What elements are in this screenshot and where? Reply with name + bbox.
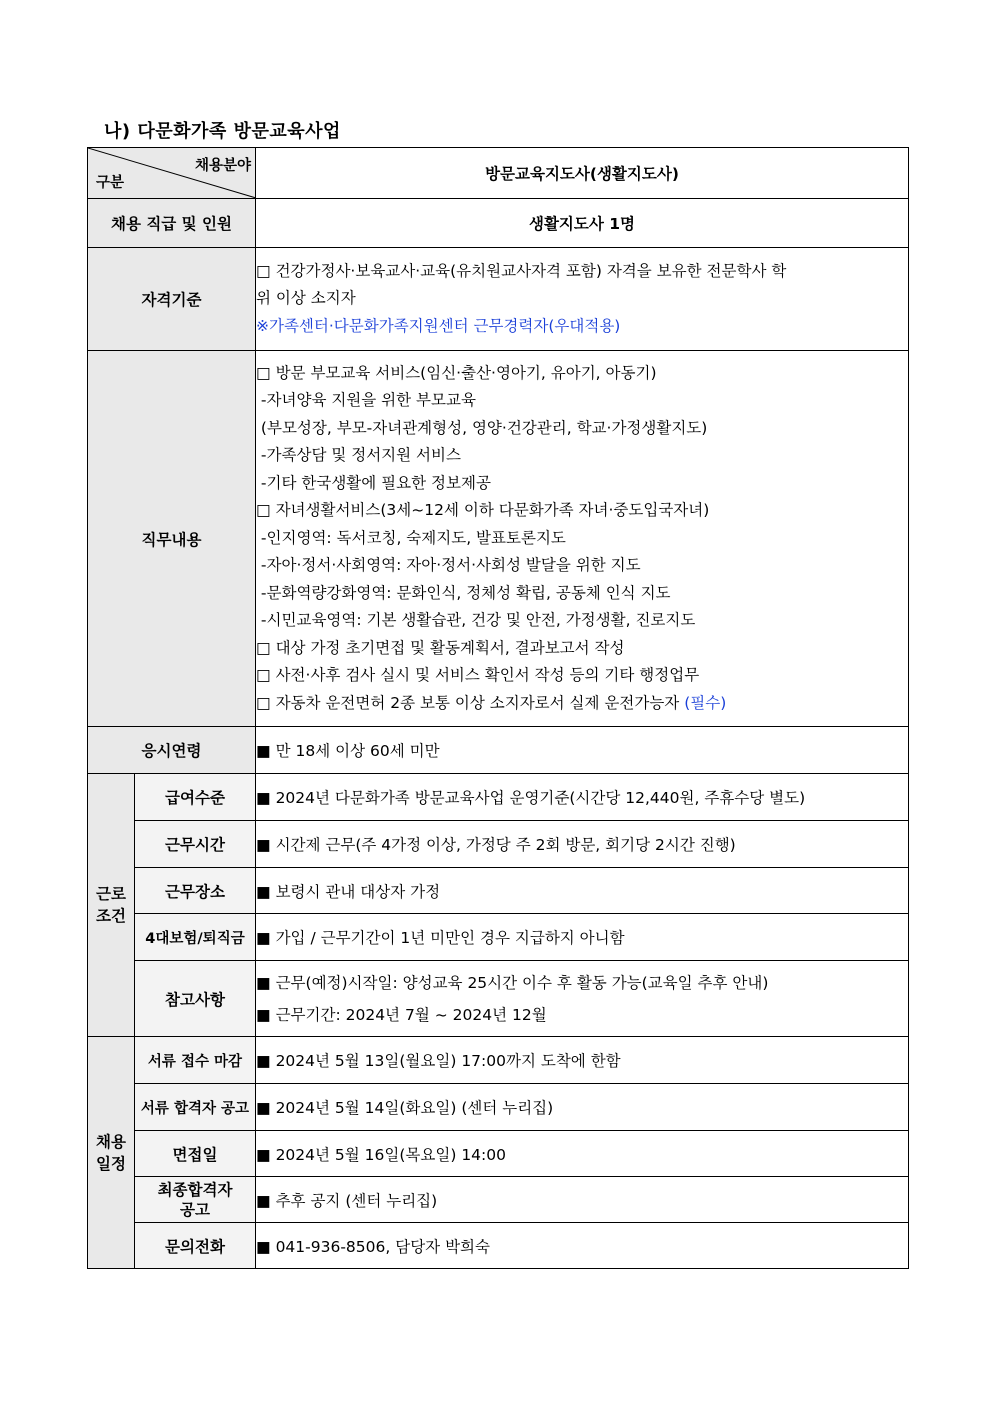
final-pass-label-1: 최종합격자 — [157, 1180, 233, 1199]
rank-value: 생활지도사 1명 — [256, 199, 909, 248]
schedule-label-2: 일정 — [96, 1154, 126, 1173]
duty-line: -시민교육영역: 기본 생활습관, 건강 및 안전, 가정생활, 진로지도 — [256, 611, 696, 630]
qualification-line-2: 위 이상 소지자 — [256, 289, 356, 308]
work-hours-label: 근무시간 — [135, 821, 256, 868]
duty-line: -기타 한국생활에 필요한 정보제공 — [256, 473, 491, 492]
duty-line: □ 자녀생활서비스(3세~12세 이하 다문화가족 자녀·중도입국자녀) — [256, 501, 710, 520]
notes-line-1: ■ 근무(예정)시작일: 양성교육 25시간 이수 후 활동 가능(교육일 추후 안내) — [256, 973, 769, 992]
document-pass-value: ■ 2024년 5월 14일(화요일) (센터 누리집) — [256, 1084, 909, 1131]
corner-label-category: 구분 — [96, 175, 125, 191]
duty-line: -자아·정서·사회영역: 자아·정서·사회성 발달을 위한 지도 — [256, 556, 641, 575]
qualification-note: ※가족센터·다문화가족지원센터 근무경력자(우대적용) — [256, 316, 621, 335]
section-heading: 나) 다문화가족 방문교육사업 — [104, 121, 341, 142]
notes-line-2: ■ 근무기간: 2024년 7월 ~ 2024년 12월 — [256, 1005, 547, 1024]
schedule-label-1: 채용 — [96, 1132, 126, 1151]
work-hours-value: ■ 시간제 근무(주 4가정 이상, 가정당 주 2회 방문, 회기당 2시간 진행) — [256, 821, 909, 868]
insurance-value: ■ 가입 / 근무기간이 1년 미만인 경우 지급하지 아니함 — [256, 914, 909, 961]
recruitment-table — [87, 147, 909, 1269]
interview-label: 면접일 — [135, 1131, 256, 1177]
final-pass-value: ■ 추후 공지 (센터 누리집) — [256, 1177, 909, 1223]
duties-content — [256, 351, 909, 727]
duty-line-license — [256, 690, 908, 718]
duty-line: -자녀양육 지원을 위한 부모교육 — [256, 391, 476, 410]
header-corner-cell — [88, 148, 256, 199]
corner-label-field: 채용분야 — [194, 158, 251, 174]
duties-label: 직무내용 — [88, 351, 256, 727]
work-conditions-label-2: 조건 — [96, 907, 126, 925]
document-pass-label: 서류 합격자 공고 — [135, 1084, 256, 1131]
contact-value: ■ 041-936-8506, 담당자 박희숙 — [256, 1223, 909, 1269]
qualification-label: 자격기준 — [88, 248, 256, 351]
work-conditions-label-1: 근로 — [96, 885, 126, 903]
rank-label: 채용 직급 및 인원 — [88, 199, 256, 248]
final-pass-label-2: 공고 — [180, 1200, 210, 1219]
work-conditions-group — [88, 774, 135, 1037]
deadline-value: ■ 2024년 5월 13일(월요일) 17:00까지 도착에 한함 — [256, 1037, 909, 1084]
required-mark: (필수) — [684, 693, 727, 712]
age-value: ■ 만 18세 이상 60세 미만 — [256, 727, 909, 774]
contact-label: 문의전화 — [135, 1223, 256, 1269]
insurance-label: 4대보험/퇴직금 — [135, 914, 256, 961]
duty-line: -인지영역: 독서코칭, 숙제지도, 발표토론지도 — [256, 528, 566, 547]
duty-license-text: □ 자동차 운전면허 2종 보통 이상 소지자로서 실제 운전가능자 — [256, 693, 685, 712]
schedule-group — [88, 1037, 135, 1269]
duty-line: □ 대상 가정 초기면접 및 활동계획서, 결과보고서 작성 — [256, 638, 625, 657]
qualification-content — [256, 248, 909, 351]
work-place-label: 근무장소 — [135, 868, 256, 914]
final-pass-label — [135, 1177, 256, 1223]
duty-line: □ 사전·사후 검사 실시 및 서비스 확인서 작성 등의 기타 행정업무 — [256, 666, 700, 685]
duty-line: -가족상담 및 정서지원 서비스 — [256, 446, 461, 465]
duty-line: -문화역량강화영역: 문화인식, 정체성 확립, 공동체 인식 지도 — [256, 583, 671, 602]
duty-line: □ 방문 부모교육 서비스(임신·출산·영아기, 유아기, 아동기) — [256, 363, 657, 382]
interview-value: ■ 2024년 5월 16일(목요일) 14:00 — [256, 1131, 909, 1177]
work-place-value: ■ 보령시 관내 대상자 가정 — [256, 868, 909, 914]
salary-label: 급여수준 — [135, 774, 256, 821]
notes-label: 참고사항 — [135, 961, 256, 1037]
salary-value: ■ 2024년 다문화가족 방문교육사업 운영기준(시간당 12,440원, 주휴수당 별도) — [256, 774, 909, 821]
duty-line: (부모성장, 부모-자녀관계형성, 영양·건강관리, 학교·가정생활지도) — [256, 418, 708, 437]
position-title: 방문교육지도사(생활지도사) — [256, 148, 909, 199]
qualification-line-1: □ 건강가정사·보육교사·교육(유치원교사자격 포함) 자격을 보유한 전문학사 학 — [256, 261, 787, 280]
deadline-label: 서류 접수 마감 — [135, 1037, 256, 1084]
age-label: 응시연령 — [88, 727, 256, 774]
notes-content — [256, 961, 909, 1037]
